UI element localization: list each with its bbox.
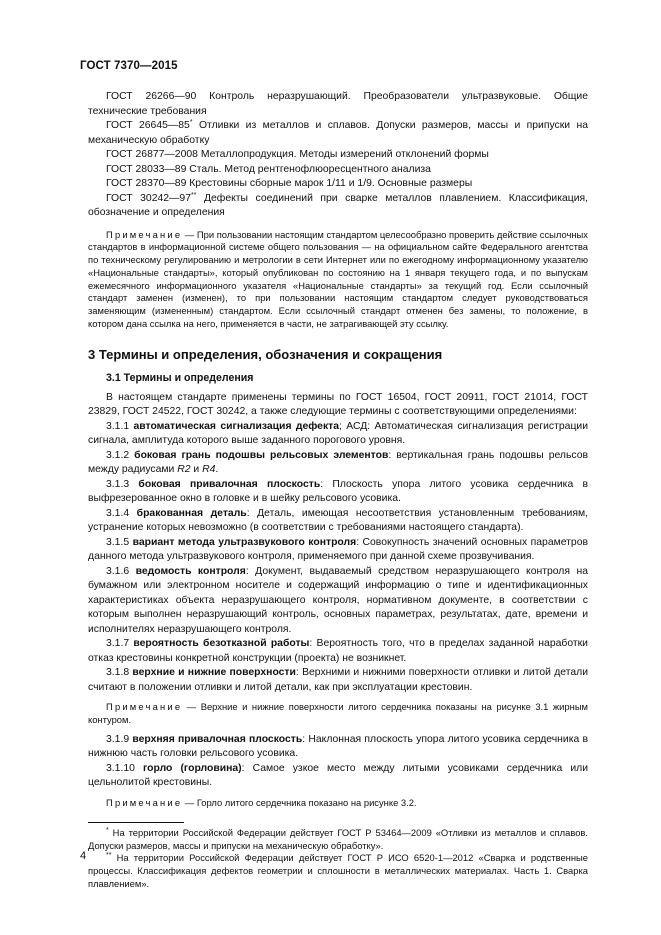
document-header: ГОСТ 7370—2015 (80, 60, 178, 72)
term-name: боковая грань подошвы рельсовых элементов (134, 449, 389, 461)
term-name: верхние и нижние поверхности (132, 667, 296, 679)
ref-code: ГОСТ 30242—97 (106, 192, 191, 204)
term-number: 3.1.6 (106, 565, 130, 577)
footnote-mark: * (106, 826, 109, 834)
ref-item (88, 163, 588, 178)
ref-code: ГОСТ 26877—2008 (106, 149, 198, 160)
subsection-title: 3.1 Термины и определения (106, 371, 254, 384)
ref-text: Дефекты соединений при сварке металлов плавлением. Классификация, обозначение и определения (88, 192, 589, 218)
note-dash: — (182, 228, 197, 240)
ref-code: ГОСТ 28033—89 (106, 163, 187, 175)
term-name: вариант метода ультразвукового контроля (132, 536, 357, 548)
term-name: вероятность безотказной работы (133, 638, 310, 650)
term-name: верхняя привалочная плоскость (132, 733, 303, 745)
term-number: 3.1.2 (106, 449, 130, 461)
term-definition: : Верхними и нижними поверхности отливки и литой детали считают в положении отливки и литой детали, как при эксплуатации крестовин. (88, 667, 589, 693)
ref-code: ГОСТ 28370—89 (106, 178, 187, 189)
ref-item (88, 90, 588, 119)
footnote-mark: * (189, 119, 193, 126)
term-name: горло (горловина) (142, 762, 242, 774)
term-item (88, 733, 588, 762)
term-name: бракованная деталь (136, 507, 247, 519)
term-number: 3.1.3 (106, 478, 130, 490)
note-label: Примечание (106, 228, 183, 240)
term-name: ведомость контроля (135, 565, 246, 577)
footnote (88, 827, 588, 853)
term-note (88, 797, 588, 810)
note-text: При пользовании настоящим стандартом целесообразно проверить действие ссылочных стандартов в информационной системе общего пользования — на официальном сайте Федерального агентства по техническому регулированию и метрологии в сети Интернет или по ежегодному информационному указателю «Национальные стандарты», который опубликован по состоянию на 1 января текущего года, и по выпускам ежемесячного информационного указателя «Национальные стандарты» за текущий год. Если ссылочный стандарт заменен (изменен), то при пользовании настоящим стандартом следует руководствоваться заменяющим (измененным) стандартом. Если ссылочный стандарт отменен без замены, то положение, в котором дана ссылка на него, применяется в части, не затрагивающей эту ссылку. (88, 228, 588, 330)
term-definition: : Документ, выдаваемый средством неразрушающего контроля на бумажном или электронном носителе и содержащий информацию о типе и идентификационных характеристиках объекта неразрушающего контроля, нормативном документе, в соответствии с которым выполнен неразрушающий контроль, основных параметрах, результатах, дате, времени и исполнителях неразрушающего контроля. (88, 565, 588, 635)
term-definition: ; АСД: Автоматическая сигнализация регистрации сигнала, амплитуда которого выше заданного порогового уровня. (88, 420, 589, 447)
term-item (88, 666, 588, 695)
ref-code: ГОСТ 26645—85 (106, 120, 190, 131)
note-dash: — (182, 796, 197, 808)
ref-text: Контроль неразрушающий. Преобразователи ультразвуковые. Общие технические требования (88, 91, 589, 117)
ref-code: ГОСТ 26266—90 (106, 91, 197, 102)
note-label: Примечание (106, 796, 183, 808)
ref-item (88, 177, 588, 192)
note-dash: — (182, 701, 201, 713)
term-definition: : вертикальная грань подошвы рельсов между радиусами (88, 449, 589, 476)
footnote-mark: ** (191, 191, 197, 199)
term-item (88, 507, 588, 536)
footnote-mark: ** (106, 852, 112, 860)
term-number: 3.1.1 (106, 420, 130, 432)
term-number: 3.1.4 (106, 507, 130, 519)
footnote-text: На территории Российской Федерации действует ГОСТ Р 53464—2009 «Отливки из металлов и сплавов. Допуски размеров, массы и припуски на механическую обработку». (88, 826, 588, 851)
term-name: автоматическая сигнализация дефекта (133, 420, 340, 432)
note-text: Горло литого сердечника показано на рисунке 3.2. (196, 796, 417, 808)
term-number: 3.1.8 (106, 667, 130, 679)
ref-item (88, 192, 588, 221)
term-number: 3.1.5 (106, 536, 130, 548)
term-number: 3.1.9 (106, 733, 130, 745)
term-definition: : Совокупность значений основных параметров данного метода ультразвукового контроля, применяемого при данной схеме прозвучивания. (88, 536, 589, 563)
note-text: Верхние и нижние поверхности литого сердечника показаны на рисунке 3.1 жирным контуром. (88, 701, 588, 726)
term-definition-end: . (215, 464, 219, 476)
term-definition: : Вероятность того, что в пределах заданной наработки отказ крестовины конкретной конструкции (проекта) не возникнет. (88, 638, 588, 664)
term-definition: : Самое узкое место между литыми усовиками сердечника или цельнолитой крестовины. (88, 762, 589, 789)
ref-text: Сталь. Метод рентгенофлюоресцентного анализа (189, 163, 431, 175)
term-definition: : Плоскость упора литого усовика сердечника в выфрезерованное окно в головке и в шейку рельсового усовика. (88, 478, 589, 505)
term-item (88, 420, 588, 449)
term-definition-and: и (190, 464, 203, 476)
ref-item (88, 119, 588, 148)
page-number: 4 (80, 850, 87, 862)
term-number: 3.1.10 (106, 762, 135, 774)
radius-symbol: R4 (202, 464, 216, 476)
term-name: боковая привалочная плоскость (138, 478, 321, 490)
term-definition: : Деталь, имеющая несоответствия установленным требованиям, устранение которых невозможно (в соответствии с требованиями настоящего стандарта). (88, 507, 589, 534)
reference-note (88, 229, 588, 331)
ref-text: Крестовины сборные марок 1/11 и 1/9. Основные размеры (189, 178, 473, 189)
footnote-text: На территории Российской Федерации действует ГОСТ Р ИСО 6520-1—2012 «Сварка и родственные процессы. Классификация дефектов геометрии и сплошности в металлических материалах. Часть 1. Сварка плавлением». (88, 852, 588, 889)
term-item (88, 762, 588, 791)
term-note (88, 701, 588, 727)
term-item (88, 478, 588, 507)
ref-text: Металлопродукция. Методы измерений отклонений формы (200, 149, 489, 160)
term-item (88, 637, 588, 666)
footnote (88, 852, 588, 890)
radius-symbol: R2 (177, 464, 191, 476)
term-item (88, 536, 588, 565)
note-label: Примечание (106, 701, 183, 713)
term-item (88, 565, 588, 638)
ref-item (88, 148, 588, 163)
section-title: 3 Термины и определения, обозначения и сокращения (88, 346, 443, 362)
footnote-separator (88, 822, 184, 823)
section-intro: В настоящем стандарте применены термины по ГОСТ 16504, ГОСТ 20911, ГОСТ 21014, ГОСТ 23829, ГОСТ 24522, ГОСТ 30242, а также следующие термины с соответствующими определениями: (88, 391, 588, 418)
page-body (88, 90, 588, 891)
term-item (88, 449, 588, 478)
term-definition: : Наклонная плоскость упора литого усовика сердечника в нижнюю часть головки рельсового усовика. (88, 733, 588, 760)
ref-text: Отливки из металлов и сплавов. Допуски размеров, массы и припуски на механическую обработку (88, 120, 588, 146)
term-number: 3.1.7 (106, 638, 130, 650)
